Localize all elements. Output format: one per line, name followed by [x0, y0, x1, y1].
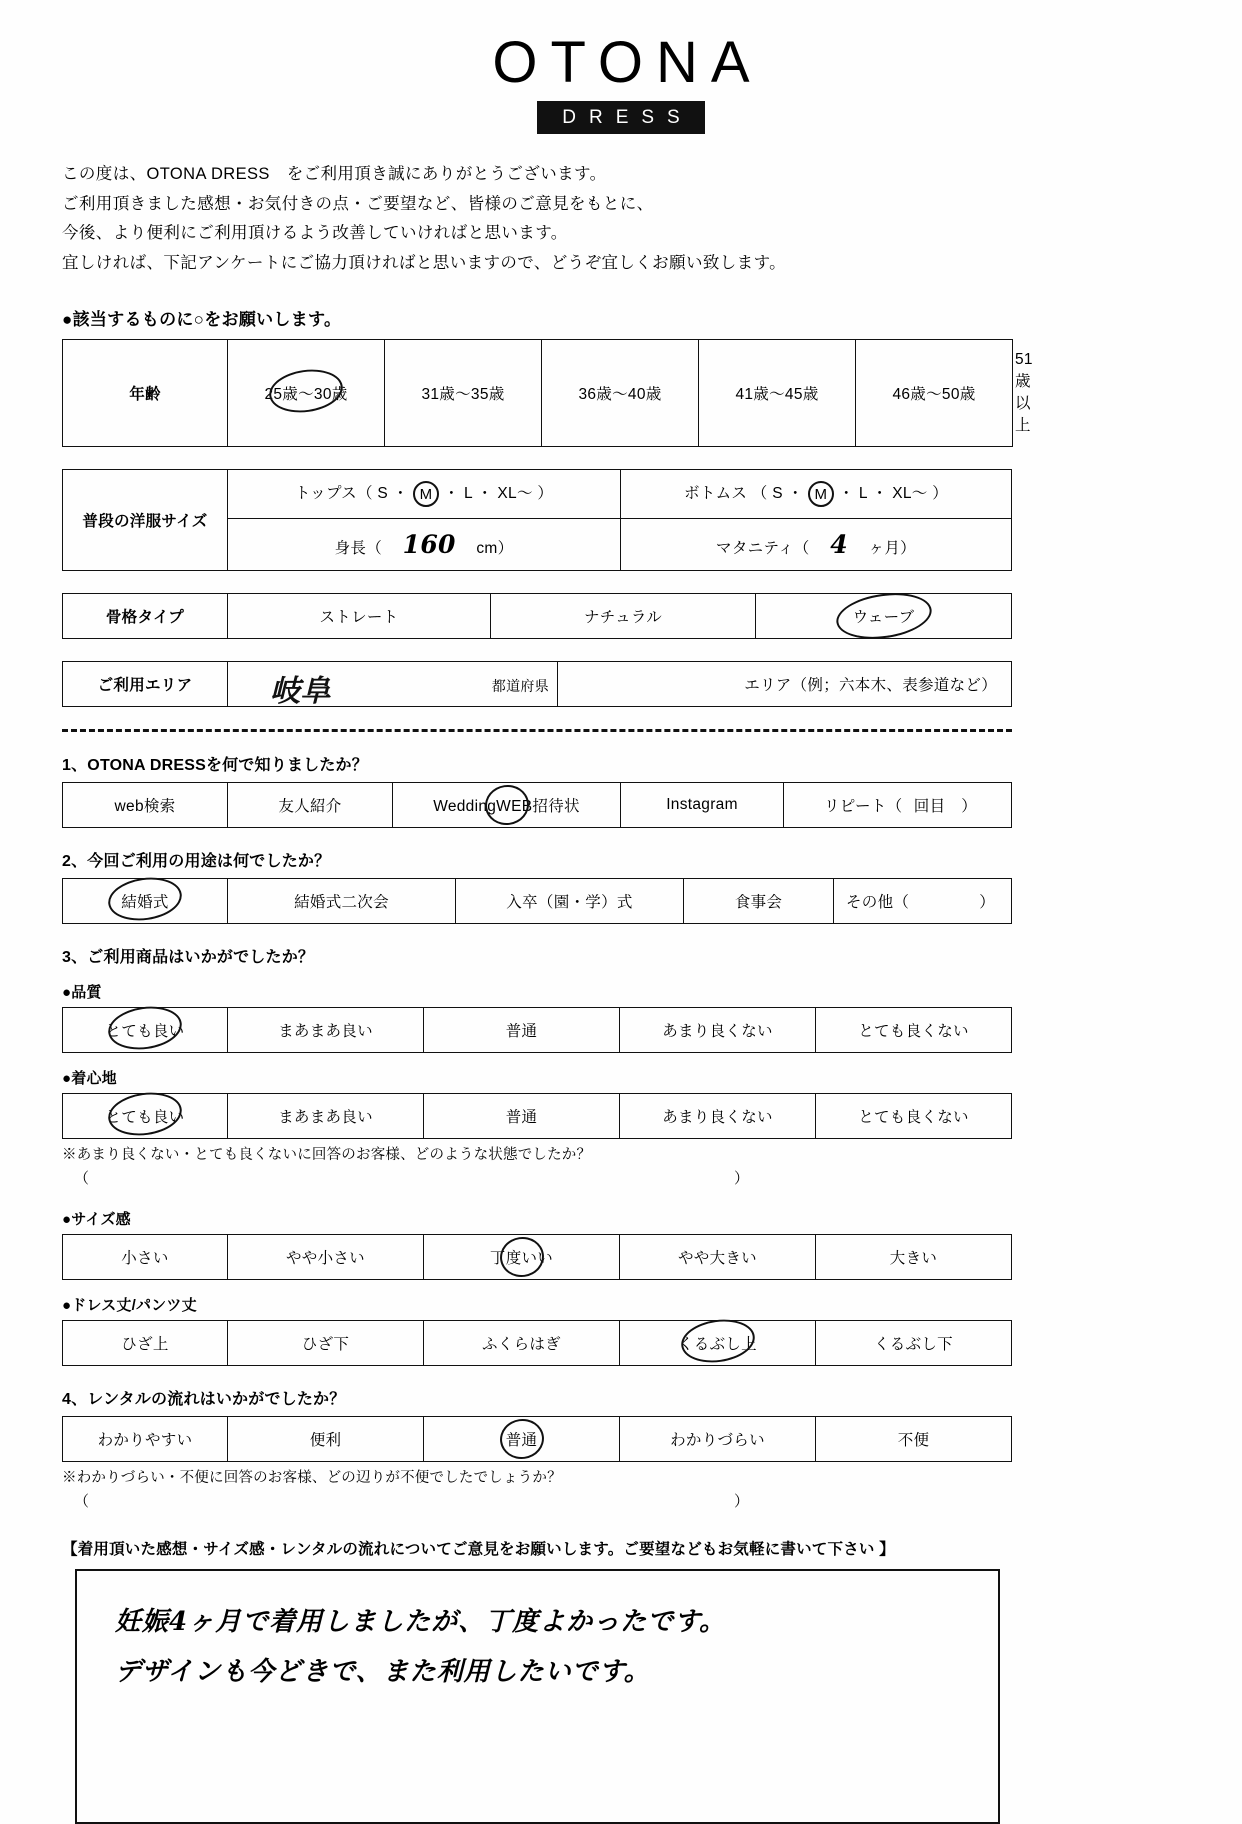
tops-size-cell[interactable] — [228, 469, 621, 518]
quality-option-label: とても良くない — [858, 1022, 969, 1040]
fit-option-label: 丁度いい — [489, 1249, 554, 1267]
bottoms-selected-size: M — [808, 481, 834, 507]
quality-option-3[interactable] — [620, 1007, 816, 1052]
q4-option-label: 不便 — [897, 1431, 930, 1449]
q3-comfort-table — [62, 1093, 1012, 1139]
length-option-2[interactable] — [424, 1320, 620, 1365]
q3-comfort-label: ●着心地 — [62, 1069, 117, 1087]
q4-option-1[interactable] — [228, 1416, 424, 1461]
q4-free-text-field[interactable] — [74, 1490, 1074, 1511]
quality-option-1[interactable] — [228, 1007, 424, 1052]
clothing-size-label: 普段の洋服サイズ — [63, 469, 228, 570]
quality-option-0[interactable] — [63, 1007, 228, 1052]
quality-option-4[interactable] — [816, 1007, 1012, 1052]
age-option-label: 36歳〜40歳 — [578, 385, 662, 403]
comment-box-header: 【着用頂いた感想・サイズ感・レンタルの流れについてご意見をお願いします。ご要望などもお気軽に書いて下さい 】 — [62, 1540, 895, 1558]
comfort-option-label: 普通 — [505, 1108, 538, 1126]
length-option-3[interactable] — [620, 1320, 816, 1365]
age-option-0[interactable] — [228, 339, 385, 446]
q1-option-label: Instagram — [666, 795, 738, 813]
q4-table — [62, 1416, 1012, 1462]
maternity-prefix: マタニティ（ — [716, 539, 810, 557]
logo-dress-text: DRESS — [537, 101, 704, 134]
close-paren: ） — [734, 1169, 750, 1187]
q2-option-label: 入卒（園・学）式 — [506, 893, 633, 911]
q4-option-label: 便利 — [309, 1431, 342, 1449]
brand-logo — [0, 0, 1242, 134]
bottoms-prefix: ボトムス （ S ・ — [683, 484, 804, 502]
quality-option-2[interactable] — [424, 1007, 620, 1052]
q3-title: 3、ご利用商品はいかがでしたか？ — [62, 948, 315, 966]
q4-option-label: 普通 — [505, 1431, 538, 1449]
q4-title: 4、レンタルの流れはいかがでしたか？ — [62, 1390, 346, 1408]
q2-option-2[interactable] — [456, 878, 684, 923]
q4-option-label: わかりやすい — [97, 1431, 193, 1449]
comfort-option-label: とても良くない — [858, 1108, 969, 1126]
age-option-label: 31歳〜35歳 — [421, 385, 505, 403]
area-label: ご利用エリア — [63, 661, 228, 706]
body-type-table — [62, 593, 1012, 639]
handwritten-circle-mark — [497, 1234, 546, 1280]
handwritten-circle-mark — [678, 1315, 757, 1367]
body-type-option-label: ナチュラル — [583, 608, 663, 626]
length-option-label: くるぶし上 — [677, 1335, 757, 1353]
q1-repeat-label: リピート（ — [824, 797, 903, 815]
area-detail-cell[interactable] — [558, 661, 1012, 706]
comfort-free-text-field[interactable] — [74, 1167, 1074, 1188]
q4-option-0[interactable] — [63, 1416, 228, 1461]
q1-table — [62, 782, 1012, 828]
table-row — [63, 782, 1012, 827]
age-option-3[interactable] — [699, 339, 856, 446]
length-option-0[interactable] — [63, 1320, 228, 1365]
comfort-option-label: あまり良くない — [662, 1108, 773, 1126]
prefecture-value: 岐阜 — [270, 673, 331, 709]
length-option-label: ひざ下 — [301, 1335, 350, 1353]
tops-suffix: ・ L ・ XL〜 ） — [443, 484, 554, 502]
q4-option-2[interactable] — [424, 1416, 620, 1461]
intro-line-3: 今後、より便利にご利用頂けるよう改善していければと思います。 — [62, 224, 568, 243]
age-label: 年齢 — [63, 339, 228, 446]
q1-option-3[interactable] — [621, 782, 784, 827]
q3-quality-label: ●品質 — [62, 983, 102, 1001]
q1-option-4[interactable] — [784, 782, 1012, 827]
quality-option-label: あまり良くない — [662, 1022, 773, 1040]
comfort-option-label: とても良い — [105, 1108, 185, 1126]
fit-option-4[interactable] — [816, 1234, 1012, 1279]
q2-other-label: その他（ — [846, 893, 910, 911]
q4-option-label: わかりづらい — [670, 1431, 765, 1449]
fit-option-label: 小さい — [121, 1249, 169, 1267]
instruction-text: ●該当するものに○をお願いします。 — [62, 309, 342, 329]
tops-selected-size: M — [413, 481, 439, 507]
bottoms-suffix: ・ L ・ XL〜 ） — [838, 484, 948, 502]
q1-option-label: WeddingWEB招待状 — [433, 797, 580, 815]
tops-prefix: トップス（ S ・ — [294, 484, 409, 502]
height-value: 160 — [402, 529, 456, 559]
body-type-option-label: ストレート — [319, 608, 399, 626]
intro-paragraph — [62, 160, 1242, 279]
table-row — [63, 1234, 1012, 1279]
fit-option-label: 大きい — [889, 1249, 938, 1267]
q3-fit-table — [62, 1234, 1012, 1280]
maternity-cell[interactable] — [621, 518, 1012, 570]
logo-otona-text: OTONA — [492, 30, 763, 95]
q1-option-label: web検索 — [114, 797, 176, 815]
handwritten-circle-mark — [264, 365, 348, 417]
q1-option-0[interactable] — [63, 782, 228, 827]
quality-option-label: とても良い — [105, 1022, 185, 1040]
age-option-label: 41歳〜45歳 — [735, 385, 819, 403]
comfort-option-0[interactable] — [63, 1093, 228, 1138]
table-row — [63, 1093, 1012, 1138]
q2-option-4[interactable] — [834, 878, 1012, 923]
handwritten-circle-mark — [497, 1416, 546, 1462]
q2-option-label: 結婚式二次会 — [294, 893, 389, 911]
q2-option-1[interactable] — [228, 878, 456, 923]
q4-note: ※わかりづらい・不便に回答のお客様、どの辺りが不便でしたでしょうか？ — [62, 1469, 562, 1486]
close-paren: ） — [734, 1492, 750, 1510]
table-row — [63, 1320, 1012, 1365]
q2-other-close-paren: ） — [979, 893, 995, 911]
q1-repeat-count-label: 回目 ） — [913, 797, 977, 815]
body-type-option-0[interactable] — [228, 593, 491, 638]
age-table — [62, 339, 1033, 447]
q3-length-table — [62, 1320, 1012, 1366]
maternity-value: 4 — [830, 529, 848, 559]
age-option-2[interactable] — [542, 339, 699, 446]
q3-fit-label: ●サイズ感 — [62, 1210, 131, 1228]
fit-option-2[interactable] — [424, 1234, 620, 1279]
handwritten-circle-mark — [482, 782, 531, 828]
table-row — [63, 339, 1013, 446]
area-placeholder: エリア（例；六本木、表参道など） — [744, 676, 997, 694]
body-type-option-2[interactable] — [756, 593, 1012, 638]
handwritten-circle-mark — [833, 587, 934, 644]
bottoms-size-cell[interactable] — [621, 469, 1012, 518]
comfort-option-1[interactable] — [228, 1093, 424, 1138]
comment-textarea[interactable] — [75, 1569, 1000, 1824]
comfort-option-label: まあまあ良い — [278, 1108, 373, 1126]
q1-option-label: 友人紹介 — [278, 797, 342, 815]
height-cell[interactable] — [228, 518, 621, 570]
intro-line-1: この度は、OTONA DRESS をご利用頂き誠にありがとうございます。 — [62, 165, 607, 183]
q1-option-1[interactable] — [228, 782, 393, 827]
fit-option-label: やや小さい — [285, 1249, 365, 1267]
handwritten-circle-mark — [105, 1002, 184, 1054]
comfort-option-2[interactable] — [424, 1093, 620, 1138]
length-option-label: ひざ上 — [121, 1335, 169, 1353]
q2-option-label: 結婚式 — [121, 893, 169, 911]
fit-option-1[interactable] — [228, 1234, 424, 1279]
handwritten-circle-mark — [105, 873, 184, 925]
maternity-suffix: ヶ月） — [868, 539, 916, 557]
fit-option-0[interactable] — [63, 1234, 228, 1279]
comment-line-1: 妊娠4ヶ月で着用しましたが、丁度よかったです。 — [115, 1606, 727, 1637]
age-option-label: 25歳〜30歳 — [264, 385, 348, 403]
body-type-option-1[interactable] — [491, 593, 756, 638]
q2-option-3[interactable] — [684, 878, 834, 923]
open-paren: （ — [74, 1492, 90, 1510]
quality-option-label: 普通 — [505, 1022, 538, 1040]
q2-option-label: 食事会 — [734, 893, 783, 911]
body-type-option-label: ウェーブ — [852, 608, 915, 626]
q2-table — [62, 878, 1012, 924]
q3-length-label: ●ドレス丈/パンツ丈 — [62, 1296, 197, 1314]
length-option-label: くるぶし下 — [873, 1335, 953, 1353]
fit-option-3[interactable] — [620, 1234, 816, 1279]
length-option-1[interactable] — [228, 1320, 424, 1365]
area-table — [62, 661, 1012, 707]
length-option-label: ふくらはぎ — [481, 1335, 561, 1353]
table-row — [63, 593, 1012, 638]
table-row — [63, 469, 1012, 518]
intro-line-2: ご利用頂きました感想・お気付きの点・ご要望など、皆様のご意見をもとに、 — [62, 194, 654, 213]
fit-option-label: やや大きい — [677, 1249, 757, 1267]
table-row — [63, 1416, 1012, 1461]
q1-option-2[interactable] — [393, 782, 621, 827]
section-divider — [62, 729, 1012, 732]
comment-line-2: デザインも今どきで、また利用したいです。 — [115, 1657, 651, 1688]
age-option-4[interactable] — [856, 339, 1013, 446]
q2-title: 2、今回ご利用の用途は何でしたか？ — [62, 852, 331, 870]
age-option-label: 46歳〜50歳 — [892, 385, 976, 403]
table-row — [63, 1007, 1012, 1052]
intro-line-4: 宜しければ、下記アンケートにご協力頂ければと思いますので、どうぞ宜しくお願い致します。 — [62, 254, 787, 273]
comfort-note: ※あまり良くない・とても良くないに回答のお客様、どのような状態でしたか？ — [62, 1146, 592, 1163]
prefecture-suffix: 都道府県 — [491, 677, 549, 694]
table-row — [63, 661, 1012, 706]
height-prefix: 身長（ — [334, 539, 383, 557]
q4-option-3[interactable] — [620, 1416, 816, 1461]
comfort-option-3[interactable] — [620, 1093, 816, 1138]
q4-option-4[interactable] — [816, 1416, 1012, 1461]
quality-option-label: まあまあ良い — [278, 1022, 373, 1040]
comfort-option-4[interactable] — [816, 1093, 1012, 1138]
age-option-label: 51歳以上 — [1015, 350, 1033, 434]
clothing-size-table — [62, 469, 1012, 571]
q2-option-0[interactable] — [63, 878, 228, 923]
open-paren: （ — [74, 1169, 90, 1187]
age-option-1[interactable] — [385, 339, 542, 446]
height-suffix: cm） — [476, 539, 514, 557]
body-type-label: 骨格タイプ — [63, 593, 228, 638]
prefecture-cell[interactable] — [228, 661, 558, 709]
handwritten-circle-mark — [105, 1088, 184, 1140]
q1-title: 1、OTONA DRESSを何で知りましたか？ — [62, 756, 368, 774]
table-row — [63, 878, 1012, 923]
length-option-4[interactable] — [816, 1320, 1012, 1365]
q3-quality-table — [62, 1007, 1012, 1053]
